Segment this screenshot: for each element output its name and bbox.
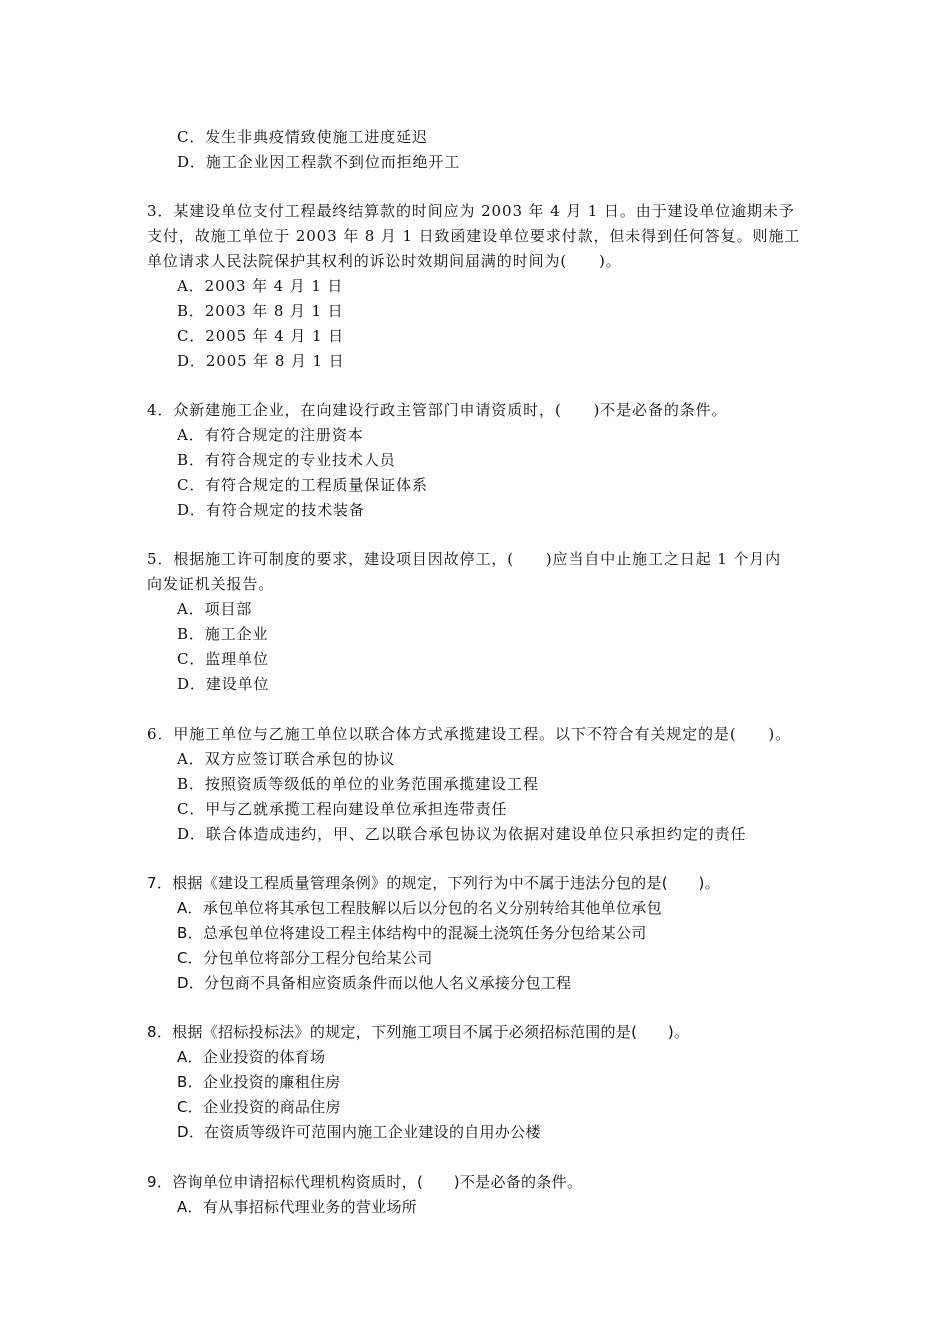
q5-option-d: D．建设单位 <box>177 675 270 693</box>
q3-option-c: C．2005 年 4 月 1 日 <box>177 327 344 345</box>
q3-option-a: A．2003 年 4 月 1 日 <box>177 277 344 295</box>
q7-option-d: D．分包商不具备相应资质条件而以他人名义承接分包工程 <box>177 974 572 992</box>
q3-option-b: B．2003 年 8 月 1 日 <box>177 302 344 320</box>
q4-option-a: A．有符合规定的注册资本 <box>177 426 364 444</box>
q4-option-c: C．有符合规定的工程质量保证体系 <box>177 476 428 494</box>
q3-option-d: D．2005 年 8 月 1 日 <box>177 352 345 370</box>
q6-option-d: D．联合体造成违约，甲、乙以联合承包协议为依据对建设单位只承担约定的责任 <box>177 825 747 843</box>
q8-option-c: C．企业投资的商品住房 <box>177 1098 341 1116</box>
q3-line-3: 单位请求人民法院保护其权利的诉讼时效期间届满的时间为( )。 <box>147 252 622 270</box>
q9-option-a: A．有从事招标代理业务的营业场所 <box>177 1198 418 1216</box>
q8-option-a: A．企业投资的体育场 <box>177 1048 326 1066</box>
q6-option-b: B．按照资质等级低的单位的业务范围承揽建设工程 <box>177 775 539 793</box>
q5-option-c: C．监理单位 <box>177 650 269 668</box>
q5-option-b: B．施工企业 <box>177 625 269 643</box>
q3-line-1: 3．某建设单位支付工程最终结算款的时间应为 2003 年 4 月 1 日。由于建设单位逾期未予 <box>147 202 795 220</box>
q8-line-1: 8．根据《招标投标法》的规定，下列施工项目不属于必须招标范围的是( )。 <box>147 1023 690 1041</box>
q2-option-c: C．发生非典疫情致使施工进度延迟 <box>177 128 428 146</box>
q5-option-a: A．项目部 <box>177 600 253 618</box>
q7-option-c: C．分包单位将部分工程分包给某公司 <box>177 949 433 967</box>
q4-option-d: D．有符合规定的技术装备 <box>177 501 365 519</box>
q6-line-1: 6．甲施工单位与乙施工单位以联合体方式承揽建设工程。以下不符合有关规定的是( )。 <box>147 725 792 743</box>
q8-option-d: D．在资质等级许可范围内施工企业建设的自用办公楼 <box>177 1123 541 1141</box>
q7-line-1: 7．根据《建设工程质量管理条例》的规定，下列行为中不属于违法分包的是( )。 <box>147 874 720 892</box>
q2-option-d: D．施工企业因工程款不到位而拒绝开工 <box>177 153 461 171</box>
q7-option-a: A．承包单位将其承包工程肢解以后以分包的名义分别转给其他单位承包 <box>177 899 662 917</box>
q5-line-2: 向发证机关报告。 <box>147 575 275 593</box>
q7-option-b: B．总承包单位将建设工程主体结构中的混凝土浇筑任务分包给某公司 <box>177 924 647 942</box>
q9-line-1: 9．咨询单位申请招标代理机构资质时，( )不是必备的条件。 <box>147 1173 583 1191</box>
q4-line-1: 4．众新建施工企业，在向建设行政主管部门申请资质时，( )不是必备的条件。 <box>147 401 728 419</box>
q5-line-1: 5．根据施工许可制度的要求，建设项目因故停工，( )应当自中止施工之日起 1 个月内 <box>147 550 782 568</box>
q4-option-b: B．有符合规定的专业技术人员 <box>177 451 396 469</box>
q6-option-a: A．双方应签订联合承包的协议 <box>177 750 396 768</box>
q6-option-c: C．甲与乙就承揽工程向建设单位承担连带责任 <box>177 800 508 818</box>
q3-line-2: 支付，故施工单位于 2003 年 8 月 1 日致函建设单位要求付款，但未得到任何答复。则施工 <box>147 227 801 245</box>
q8-option-b: B．企业投资的廉租住房 <box>177 1073 341 1091</box>
